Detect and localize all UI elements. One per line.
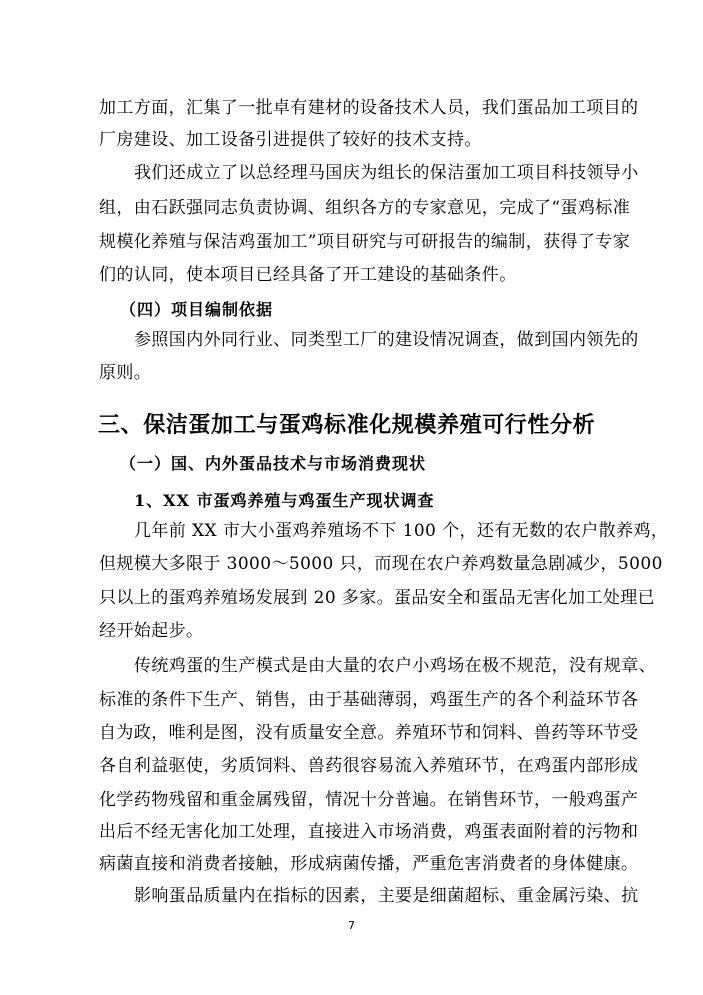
paragraph-line: 但规模大多限于 3000～5000 只，而现在农户养鸡数量急剧减少，5000 [99,554,663,574]
paragraph-line: 组，由石跃强同志负责协调、组织各方的专家意见，完成了“蛋鸡标准 [99,198,631,218]
paragraph-line: 只以上的蛋鸡养殖场发展到 20 多家。蛋品安全和蛋品无害化加工处理已 [99,588,656,608]
paragraph-line: 经开始起步。 [99,621,204,641]
paragraph-line: 各自利益驱使，劣质饲料、兽药很容易流入养殖环节，在鸡蛋内部形成 [99,756,639,776]
paragraph-line: 规模化养殖与保洁鸡蛋加工”项目研究与可研报告的编制，获得了专家 [99,232,631,252]
paragraph-line: 加工方面，汇集了一批卓有建材的设备技术人员，我们蛋品加工项目的 [99,98,639,118]
paragraph-line: 我们还成立了以总经理马国庆为组长的保洁蛋加工项目科技领导小 [134,163,639,183]
paragraph-line: 化学药物残留和重金属残留，情况十分普遍。在销售环节，一般鸡蛋产 [99,790,639,810]
subheading-market-status: （一）国、内外蛋品技术与市场消费现状 [120,454,427,473]
subheading-survey: 1、XX 市蛋鸡养殖与鸡蛋生产现状调查 [134,491,435,510]
page-number: 7 [348,919,355,932]
paragraph-line: 几年前 XX 市大小蛋鸡养殖场不下 100 个，还有无数的农户散养鸡， [134,521,669,541]
subheading-project-basis: （四）项目编制依据 [120,300,274,319]
paragraph-line: 们的认同，使本项目已经具备了开工建设的基础条件。 [99,265,517,285]
section-title: 三、保洁蛋加工与蛋鸡标准化规模养殖可行性分析 [98,412,596,438]
paragraph-line: 标准的条件下生产、销售，由于基础薄弱，鸡蛋生产的各个利益环节各 [99,690,639,710]
paragraph-line: 厂房建设、加工设备引进提供了较好的技术支持。 [99,130,482,150]
paragraph-line: 传统鸡蛋的生产模式是由大量的农户小鸡场在极不规范，没有规章、 [134,656,656,676]
paragraph-line: 影响蛋品质量内在指标的因素，主要是细菌超标、重金属污染、抗 [134,886,639,906]
paragraph-line: 参照国内外同行业、同类型工厂的建设情况调查，做到国内领先的 [134,330,639,350]
paragraph-line: 原则。 [99,363,152,383]
paragraph-line: 出后不经无害化加工处理，直接进入市场消费，鸡蛋表面附着的污物和 [99,822,639,842]
paragraph-line: 自为政，唯利是图，没有质量安全意。养殖环节和饲料、兽药等环节受 [99,723,639,743]
paragraph-line: 病菌直接和消费者接触，形成病菌传播，严重危害消费者的身体健康。 [99,854,639,874]
